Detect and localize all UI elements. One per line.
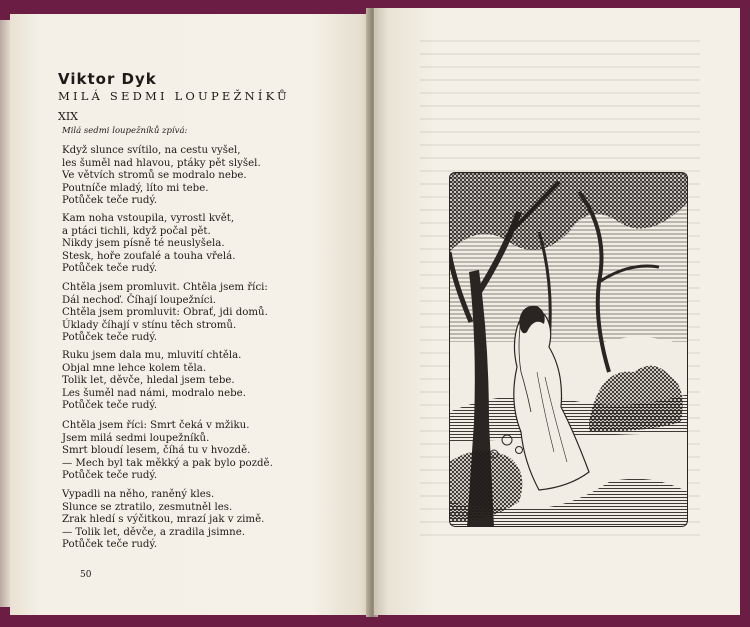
poem-line: Chtěla jsem říci: Smrt čeká v mžiku. — [62, 420, 250, 431]
poem-line: — Mech byl tak měkký a pak bylo pozdě. — [62, 457, 273, 469]
poem-line: Úklady číhají v stínu těch stromů. — [62, 319, 237, 331]
poem-line: Tolik let, děvče, hledal jsem tebe. — [62, 375, 235, 387]
stanza — [62, 145, 261, 208]
poem-line: Kam noha vstoupila, vyrostl květ, — [62, 213, 235, 224]
poem-line: Potůček teče rudý. — [62, 332, 158, 344]
poem-line: Potůček teče rudý. — [62, 195, 158, 207]
poem-line: les šuměl nad hlavou, ptáky pět slyšel. — [62, 157, 261, 169]
poem-line: Potůček teče rudý. — [62, 263, 158, 275]
poem-line: Smrt bloudí lesem, číhá tu v hvozdě. — [62, 445, 251, 457]
poem-line: Jsem milá sedmi loupežníků. — [62, 432, 210, 444]
poem-line: Vypadli na něho, raněný kles. — [62, 489, 215, 500]
poem-line: — Tolik let, děvče, a zradila jsimne. — [62, 526, 245, 538]
poem-line: Slunce se ztratilo, zesmutněl les. — [62, 501, 233, 513]
poem-line: Potůček teče rudý. — [62, 400, 158, 412]
woman-under-tree-engraving-icon — [449, 172, 688, 527]
chapter-number: XIX — [58, 110, 79, 123]
stanza — [62, 350, 246, 413]
page-number: 50 — [80, 570, 92, 580]
poem-line: Nikdy jsem písně té neuslyšela. — [62, 238, 225, 250]
poem-line: Potůček teče rudý. — [62, 539, 158, 551]
poem-line: Když slunce svítilo, na cestu vyšel, — [62, 145, 241, 156]
poem-intro: Milá sedmi loupežníků zpívá: — [62, 126, 188, 136]
poem-line: Chtěla jsem promluvit: Obrať, jdi domů. — [62, 307, 268, 319]
stanza — [62, 213, 235, 276]
poem-line: a ptáci tichli, když počal pět. — [62, 225, 211, 237]
stanza — [62, 489, 264, 552]
poem-line: Potůček teče rudý. — [62, 470, 158, 482]
stanza — [62, 420, 273, 483]
stanza — [62, 282, 268, 345]
poem-line: Poutníče mladý, líto mi tebe. — [62, 182, 209, 194]
poem-line: Objal mne lehce kolem těla. — [62, 362, 207, 374]
poem-line: Stesk, hoře zoufalé a touha vřelá. — [62, 250, 236, 262]
poem-line: Zrak hledí s výčitkou, mrazí jak v zimě. — [62, 514, 265, 526]
poem-line: Ve větvích stromů se modralo nebe. — [62, 170, 247, 182]
poem-line: Ruku jsem dala mu, mluvití chtěla. — [62, 350, 242, 361]
poem-line: Dál nechoď. Číhají loupežníci. — [62, 294, 216, 306]
poem-line: Chtěla jsem promluvit. Chtěla jsem říci: — [62, 282, 268, 293]
poem-line: Les šuměl nad námi, modralo nebe. — [62, 387, 246, 399]
work-title: MILÁ SEDMI LOUPEŽNÍKŮ — [58, 89, 290, 103]
author-name: Viktor Dyk — [58, 70, 157, 88]
